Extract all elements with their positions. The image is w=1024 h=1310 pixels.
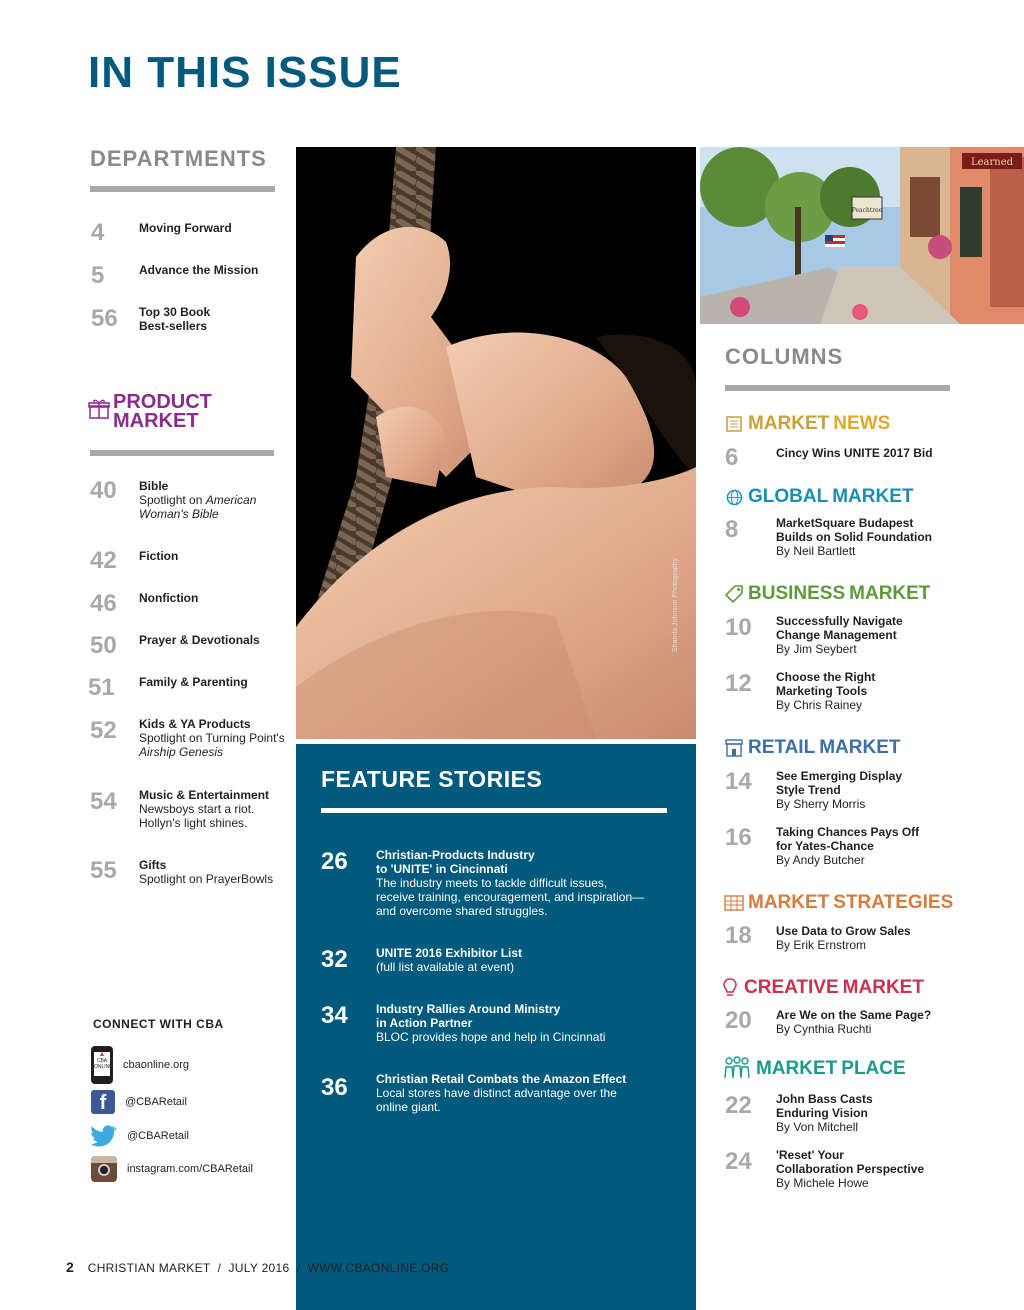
departments-heading: DEPARTMENTS	[90, 146, 267, 171]
website-link[interactable]: ▲ CBA ONLINE cbaonline.org	[91, 1046, 189, 1084]
product-num: 50	[90, 632, 117, 659]
feature-item: Industry Rallies Around Ministry in Action Partner BLOC provides hope and help in Cincinnati	[376, 1002, 606, 1044]
creative-market-heading: CREATIVE MARKET	[720, 977, 924, 999]
global-market-heading: GLOBAL MARKET	[724, 486, 914, 508]
product-market-rule	[90, 450, 274, 456]
column-item: Choose the Right Marketing Tools By Chris Rainey	[776, 670, 876, 712]
street-sign: Peachtree	[851, 207, 883, 214]
dept-num: 5	[91, 262, 105, 289]
instagram-icon	[91, 1156, 117, 1182]
column-num: 12	[725, 670, 752, 697]
departments-rule	[90, 186, 275, 192]
product-num: 46	[90, 590, 117, 617]
feature-num: 34	[321, 1002, 348, 1029]
dept-item: Moving Forward	[139, 221, 232, 235]
product-num: 54	[90, 788, 117, 815]
column-item: 'Reset' Your Collaboration Perspective By Michele Howe	[776, 1148, 925, 1190]
column-num: 18	[725, 922, 752, 949]
feature-item: Christian-Products Industry to 'UNITE' in Cincinnati The industry meets to tackle difficult issues, receive training, encouragement, and inspiration—and overcome shared struggles.	[376, 848, 645, 918]
page-number: 2	[66, 1259, 75, 1275]
twitter-icon	[91, 1125, 117, 1147]
product-item: Music & Entertainment Newsboys start a riot. Hollyn's light shines.	[139, 788, 270, 830]
column-item: Taking Chances Pays Off for Yates-Chance By Andy Butcher	[776, 825, 920, 867]
newspaper-icon	[724, 414, 744, 434]
product-num: 42	[90, 547, 117, 574]
product-item: Kids & YA Products Spotlight on Turning Point's Airship Genesis	[139, 717, 285, 759]
column-num: 20	[725, 1007, 752, 1034]
feature-rule	[321, 808, 667, 813]
feature-item: Christian Retail Combats the Amazon Effect Local stores have distinct advantage over the online giant.	[376, 1072, 627, 1114]
twitter-link[interactable]: @CBARetail	[91, 1125, 189, 1147]
dept-item: Top 30 Book Best-sellers	[139, 305, 211, 333]
column-num: 8	[725, 516, 739, 543]
product-num: 40	[90, 477, 117, 504]
rope-climber-photo	[296, 147, 696, 739]
facebook-icon: f	[91, 1090, 115, 1114]
shop-sign: Learned	[970, 157, 1014, 168]
product-num: 55	[90, 857, 117, 884]
column-item: Successfully Navigate Change Management By Jim Seybert	[776, 614, 903, 656]
feature-stories-heading: FEATURE STORIES	[321, 766, 543, 792]
product-num: 52	[90, 717, 117, 744]
column-num: 24	[725, 1148, 752, 1175]
column-num: 22	[725, 1092, 752, 1119]
market-news-heading: MARKET NEWS	[724, 413, 890, 435]
column-num: 6	[725, 444, 739, 471]
column-item: See Emerging Display Style Trend By Sherry Morris	[776, 769, 903, 811]
dept-num: 4	[91, 219, 105, 246]
retail-market-heading: RETAIL MARKET	[724, 737, 900, 759]
feature-stories-panel	[296, 744, 696, 1310]
connect-heading: CONNECT WITH CBA	[93, 1017, 224, 1031]
column-item: John Bass Casts Enduring Vision By Von Mitchell	[776, 1092, 873, 1134]
product-item: Prayer & Devotionals	[139, 633, 260, 647]
product-market-heading: PRODUCT MARKET	[113, 391, 212, 432]
product-num: 51	[88, 674, 115, 701]
phone-icon: ▲ CBA ONLINE	[91, 1046, 113, 1084]
column-item: MarketSquare Budapest Builds on Solid Foundation By Neil Bartlett	[776, 516, 932, 558]
facebook-link[interactable]: f @CBARetail	[91, 1090, 187, 1114]
lightbulb-icon	[720, 978, 740, 998]
gift-icon	[88, 398, 112, 422]
footer-text: CHRISTIAN MARKET / JULY 2016 / WWW.CBAONLINE.ORG	[87, 1261, 450, 1275]
column-item: Cincy Wins UNITE 2017 Bid	[776, 446, 933, 460]
dept-item: Advance the Mission	[139, 263, 259, 277]
product-item: Gifts Spotlight on PrayerBowls	[139, 858, 274, 886]
chart-icon	[724, 893, 744, 913]
market-place-heading: MARKET PLACE	[722, 1058, 906, 1080]
photo-credit: Shanda Johnson Photography	[672, 557, 679, 652]
page-title: IN THIS ISSUE	[88, 48, 402, 97]
product-item: Bible Spotlight on American Woman's Bible	[139, 479, 257, 521]
instagram-link[interactable]: instagram.com/CBARetail	[91, 1156, 253, 1182]
market-strategies-heading: MARKET STRATEGIES	[724, 892, 953, 914]
product-item: Fiction	[139, 549, 179, 563]
feature-num: 32	[321, 946, 348, 973]
column-item: Use Data to Grow Sales By Erik Ernstrom	[776, 924, 911, 952]
product-item: Nonfiction	[139, 591, 199, 605]
feature-item: UNITE 2016 Exhibitor List (full list available at event)	[376, 946, 523, 974]
column-num: 16	[725, 824, 752, 851]
people-icon	[722, 1059, 752, 1079]
column-item: Are We on the Same Page? By Cynthia Ruchti	[776, 1008, 932, 1036]
column-num: 14	[725, 768, 752, 795]
column-num: 10	[725, 614, 752, 641]
business-market-heading: BUSINESS MARKET	[724, 583, 930, 605]
globe-icon	[724, 487, 744, 507]
product-item: Family & Parenting	[139, 675, 248, 689]
feature-num: 36	[321, 1074, 348, 1101]
dept-num: 56	[91, 305, 118, 332]
footer	[66, 1259, 449, 1275]
columns-heading: COLUMNS	[725, 344, 844, 369]
feature-num: 26	[321, 848, 348, 875]
columns-rule	[725, 385, 950, 391]
storefront-icon	[724, 738, 744, 758]
street-photo	[700, 147, 1024, 324]
tag-icon	[724, 584, 744, 604]
